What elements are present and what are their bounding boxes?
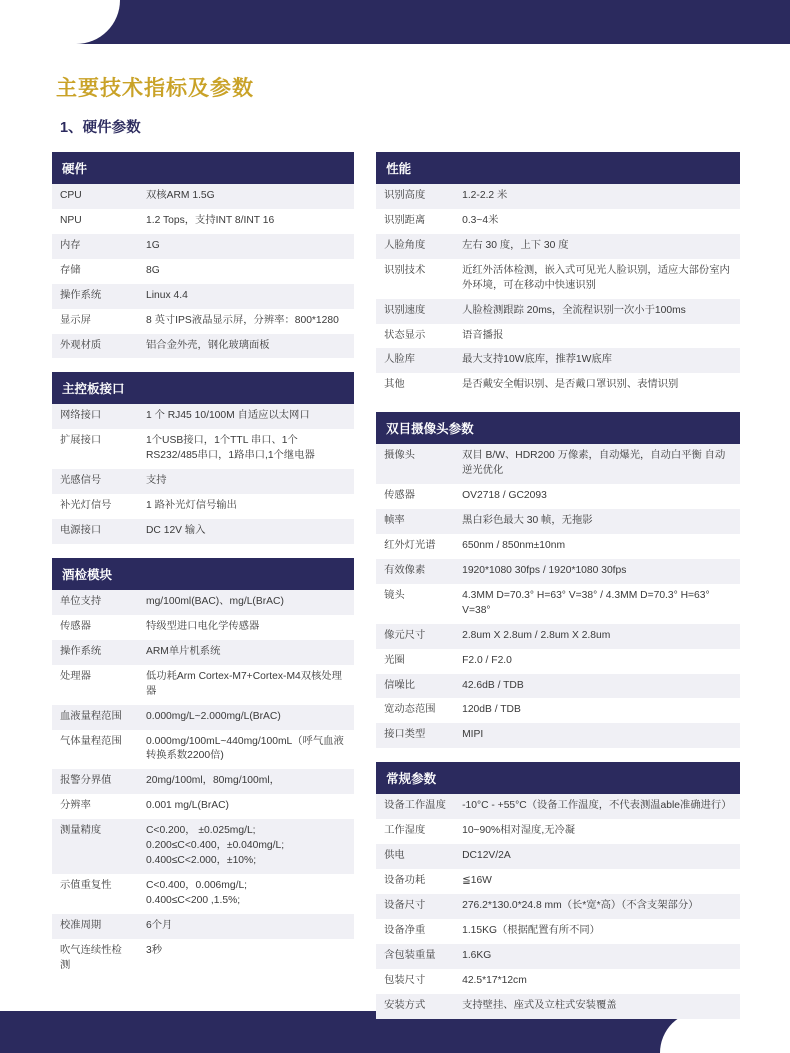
row-value: 双核ARM 1.5G bbox=[146, 190, 215, 201]
row-value: 0.001 mg/L(BrAC) bbox=[146, 800, 229, 812]
row-value: 左右 30 度，上下 30 度 bbox=[462, 239, 569, 251]
table-row bbox=[52, 794, 354, 819]
row-label: 报警分界值 bbox=[60, 775, 112, 787]
row-value: 1 路补光灯信号输出 bbox=[146, 500, 237, 512]
row-value: 双目 B/W、HDR200 万像素，自动爆光，自动白平衡 自动逆光优化 bbox=[462, 450, 726, 477]
row-label: 供电 bbox=[384, 850, 405, 862]
table-row bbox=[376, 794, 740, 819]
row-value: 10~90%相对湿度,无冷凝 bbox=[462, 825, 576, 837]
row-label: 处理器 bbox=[60, 670, 91, 682]
row-label: 内存 bbox=[60, 239, 81, 251]
table-row bbox=[376, 373, 740, 398]
row-label: 设备尺寸 bbox=[384, 899, 426, 911]
row-label: 像元尺寸 bbox=[384, 629, 426, 641]
row-value: ≦16W bbox=[462, 875, 492, 887]
table-row bbox=[52, 494, 354, 519]
table-header-camera: 双目摄像头参数 bbox=[376, 412, 740, 444]
row-label: 人脸库 bbox=[384, 354, 415, 366]
table-header-hardware: 硬件 bbox=[52, 152, 354, 184]
row-value: 近红外活体检测，嵌入式可见光人脸识别，适应大部份室内外环境，可在移动中快速识别 bbox=[462, 264, 730, 291]
table-row bbox=[52, 769, 354, 794]
table-row bbox=[376, 944, 740, 969]
row-value: -10°C - +55°C（设备工作温度，不代表测温able准确进行） bbox=[462, 800, 732, 812]
row-label: 信噪比 bbox=[384, 679, 415, 691]
row-value: 6个月 bbox=[146, 919, 173, 931]
table-row bbox=[52, 259, 354, 284]
row-label: 吹气连续性检测 bbox=[60, 944, 122, 971]
row-label: 外观材质 bbox=[60, 339, 102, 351]
row-label: NPU bbox=[60, 214, 82, 226]
row-value: 8 英寸IPS液晶显示屏，分辨率：800*1280 bbox=[146, 314, 339, 326]
row-value: 42.6dB / TDB bbox=[462, 679, 524, 691]
row-label: 状态显示 bbox=[384, 329, 426, 341]
table-row bbox=[52, 640, 354, 665]
table-row bbox=[52, 209, 354, 234]
row-label: 其他 bbox=[384, 379, 405, 391]
table-row bbox=[376, 234, 740, 259]
table-alcohol-module bbox=[52, 558, 354, 979]
row-label: 有效像素 bbox=[384, 564, 426, 576]
row-value: 8G bbox=[146, 264, 160, 276]
row-value: 1.15KG（根据配置有所不同） bbox=[462, 924, 600, 936]
row-value: 是否戴安全帽识别、是否戴口罩识别、表情识别 bbox=[462, 379, 679, 391]
row-value: 0.000mg/100mL~440mg/100mL（呼气血液转换系数2200倍) bbox=[146, 735, 344, 762]
section-heading: 1、硬件参数 bbox=[60, 120, 141, 136]
row-value: 20mg/100ml，80mg/100ml， bbox=[146, 775, 280, 787]
row-value: 1 个 RJ45 10/100M 自适应以太网口 bbox=[146, 410, 310, 422]
row-label: 传感器 bbox=[384, 490, 415, 502]
row-value: 0.000mg/L~2.000mg/L(BrAC) bbox=[146, 710, 281, 722]
table-row bbox=[376, 184, 740, 209]
page-title: 主要技术指标及参数 bbox=[56, 77, 254, 100]
row-label: 包装尺寸 bbox=[384, 974, 426, 986]
row-label: 单位支持 bbox=[60, 595, 102, 607]
table-row bbox=[376, 324, 740, 349]
header-banner bbox=[0, 0, 790, 44]
table-body-hardware bbox=[52, 184, 354, 358]
table-row bbox=[52, 334, 354, 359]
table-body-alcohol-module bbox=[52, 590, 354, 979]
row-value: 语音播报 bbox=[462, 329, 504, 341]
table-row bbox=[52, 590, 354, 615]
table-row bbox=[376, 299, 740, 324]
row-value: DC 12V 输入 bbox=[146, 525, 206, 537]
table-row bbox=[52, 469, 354, 494]
row-value: DC12V/2A bbox=[462, 850, 511, 862]
table-row bbox=[52, 284, 354, 309]
table-row bbox=[52, 519, 354, 544]
row-label: 设备净重 bbox=[384, 924, 426, 936]
row-value: 1G bbox=[146, 239, 160, 251]
row-value: mg/100ml(BAC)、mg/L(BrAC) bbox=[146, 595, 284, 607]
table-row bbox=[52, 404, 354, 429]
row-value: 铝合金外壳，钢化玻璃面板 bbox=[146, 339, 270, 351]
table-performance bbox=[376, 152, 740, 398]
content-columns bbox=[52, 152, 740, 1033]
row-value: 3秒 bbox=[146, 944, 163, 956]
table-header-alcohol-module: 酒检模块 bbox=[52, 558, 354, 590]
row-label: 分辨率 bbox=[60, 800, 91, 812]
row-label: 摄像头 bbox=[384, 450, 415, 462]
row-label: 网络接口 bbox=[60, 410, 102, 422]
row-label: 气体量程范围 bbox=[60, 735, 122, 747]
row-value: C<0.200， ±0.025mg/L; 0.200≤C<0.400，±0.040mg/L; 0.400≤C<2.000，±10%; bbox=[146, 825, 285, 867]
row-label: 含包装重量 bbox=[384, 949, 436, 961]
row-label: 操作系统 bbox=[60, 289, 102, 301]
row-label: 接口类型 bbox=[384, 729, 426, 741]
row-value: 650nm / 850nm±10nm bbox=[462, 539, 566, 551]
table-row bbox=[376, 994, 740, 1019]
right-column bbox=[376, 152, 740, 1033]
row-label: 血液量程范围 bbox=[60, 710, 122, 722]
row-label: 识别距离 bbox=[384, 214, 426, 226]
table-general bbox=[376, 762, 740, 1018]
row-label: 镜头 bbox=[384, 589, 405, 601]
row-value: 42.5*17*12cm bbox=[462, 974, 527, 986]
table-body-general bbox=[376, 794, 740, 1018]
row-value: 人脸检测跟踪 20ms，全流程识别一次小于100ms bbox=[462, 304, 686, 316]
row-label: 设备功耗 bbox=[384, 875, 426, 887]
row-value: 黑白彩色最大 30 帧，无拖影 bbox=[462, 515, 593, 527]
table-row bbox=[52, 819, 354, 874]
row-value: 1.2-2.2 米 bbox=[462, 190, 508, 201]
table-hardware bbox=[52, 152, 354, 358]
table-row bbox=[376, 509, 740, 534]
row-label: 传感器 bbox=[60, 620, 91, 632]
row-label: 电源接口 bbox=[60, 525, 102, 537]
row-label: 光感信号 bbox=[60, 475, 102, 487]
row-value: 120dB / TDB bbox=[462, 704, 521, 716]
table-header-mainboard: 主控板接口 bbox=[52, 372, 354, 404]
table-row bbox=[376, 969, 740, 994]
row-label: 识别技术 bbox=[384, 264, 426, 276]
row-label: 扩展接口 bbox=[60, 435, 102, 447]
table-row bbox=[376, 624, 740, 649]
row-label: 存储 bbox=[60, 264, 81, 276]
table-row bbox=[52, 184, 354, 209]
table-row bbox=[376, 869, 740, 894]
table-row bbox=[376, 723, 740, 748]
table-row bbox=[376, 444, 740, 484]
row-label: 操作系统 bbox=[60, 645, 102, 657]
table-row bbox=[52, 914, 354, 939]
table-row bbox=[376, 844, 740, 869]
table-row bbox=[376, 919, 740, 944]
row-label: 显示屏 bbox=[60, 314, 91, 326]
left-column bbox=[52, 152, 354, 1033]
row-value: 1个USB接口，1个TTL 串口、1个RS232/485串口，1路串口,1个继电器 bbox=[146, 435, 315, 462]
table-row bbox=[376, 819, 740, 844]
table-row bbox=[376, 674, 740, 699]
table-row bbox=[376, 534, 740, 559]
row-label: 红外灯光谱 bbox=[384, 539, 436, 551]
row-value: 276.2*130.0*24.8 mm（长*宽*高）（不含支架部分） bbox=[462, 899, 699, 911]
row-value: 1920*1080 30fps / 1920*1080 30fps bbox=[462, 564, 627, 576]
table-row bbox=[376, 209, 740, 234]
row-label: 光圈 bbox=[384, 654, 405, 666]
row-value: 1.2 Tops，支持INT 8/INT 16 bbox=[146, 214, 275, 226]
table-row bbox=[52, 615, 354, 640]
table-row bbox=[376, 649, 740, 674]
table-mainboard bbox=[52, 372, 354, 544]
row-value: F2.0 / F2.0 bbox=[462, 654, 512, 666]
table-row bbox=[52, 939, 354, 979]
table-row bbox=[376, 484, 740, 509]
table-body-performance bbox=[376, 184, 740, 398]
row-value: 低功耗Arm Cortex-M7+Cortex-M4双核处理器 bbox=[146, 670, 342, 697]
row-label: 工作湿度 bbox=[384, 825, 426, 837]
table-row bbox=[52, 665, 354, 705]
row-value: OV2718 / GC2093 bbox=[462, 490, 547, 502]
row-label: 补光灯信号 bbox=[60, 500, 112, 512]
row-label: 安装方式 bbox=[384, 999, 426, 1011]
row-label: 测量精度 bbox=[60, 825, 102, 837]
table-row bbox=[52, 429, 354, 469]
table-header-performance: 性能 bbox=[376, 152, 740, 184]
row-label: 示值重复性 bbox=[60, 879, 112, 891]
row-label: 识别高度 bbox=[384, 190, 426, 201]
row-value: 2.8um X 2.8um / 2.8um X 2.8um bbox=[462, 629, 611, 641]
table-row bbox=[376, 259, 740, 299]
row-value: MIPI bbox=[462, 729, 484, 741]
row-label: 识别速度 bbox=[384, 304, 426, 316]
table-row bbox=[376, 348, 740, 373]
table-row bbox=[52, 309, 354, 334]
row-value: 支持壁挂、座式及立柱式安装覆盖 bbox=[462, 999, 617, 1011]
table-body-camera bbox=[376, 444, 740, 748]
row-value: 特级型进口电化学传感器 bbox=[146, 620, 260, 632]
row-label: 设备工作温度 bbox=[384, 800, 446, 812]
row-value: C<0.400，0.006mg/L; 0.400≤C<200 ,1.5%; bbox=[146, 879, 248, 906]
row-value: 支持 bbox=[146, 475, 167, 487]
row-value: ARM单片机系统 bbox=[146, 645, 221, 657]
table-row bbox=[52, 705, 354, 730]
table-row bbox=[376, 584, 740, 624]
row-value: 1.6KG bbox=[462, 949, 492, 961]
table-row bbox=[376, 698, 740, 723]
row-value: 最大支持10W底库，推荐1W底库 bbox=[462, 354, 612, 366]
table-header-general: 常规参数 bbox=[376, 762, 740, 794]
table-row bbox=[52, 730, 354, 770]
table-row bbox=[376, 559, 740, 584]
row-label: 校准周期 bbox=[60, 919, 102, 931]
table-row bbox=[52, 874, 354, 914]
row-label: 人脸角度 bbox=[384, 239, 426, 251]
row-value: 4.3MM D=70.3° H=63° V=38° / 4.3MM D=70.3° H=63° V=38° bbox=[462, 589, 710, 616]
table-body-mainboard bbox=[52, 404, 354, 544]
row-value: Linux 4.4 bbox=[146, 289, 188, 301]
table-camera bbox=[376, 412, 740, 748]
table-row bbox=[376, 894, 740, 919]
row-label: 宽动态范围 bbox=[384, 704, 436, 716]
row-label: CPU bbox=[60, 190, 82, 201]
row-label: 帧率 bbox=[384, 515, 405, 527]
table-row bbox=[52, 234, 354, 259]
row-value: 0.3~4米 bbox=[462, 214, 499, 226]
